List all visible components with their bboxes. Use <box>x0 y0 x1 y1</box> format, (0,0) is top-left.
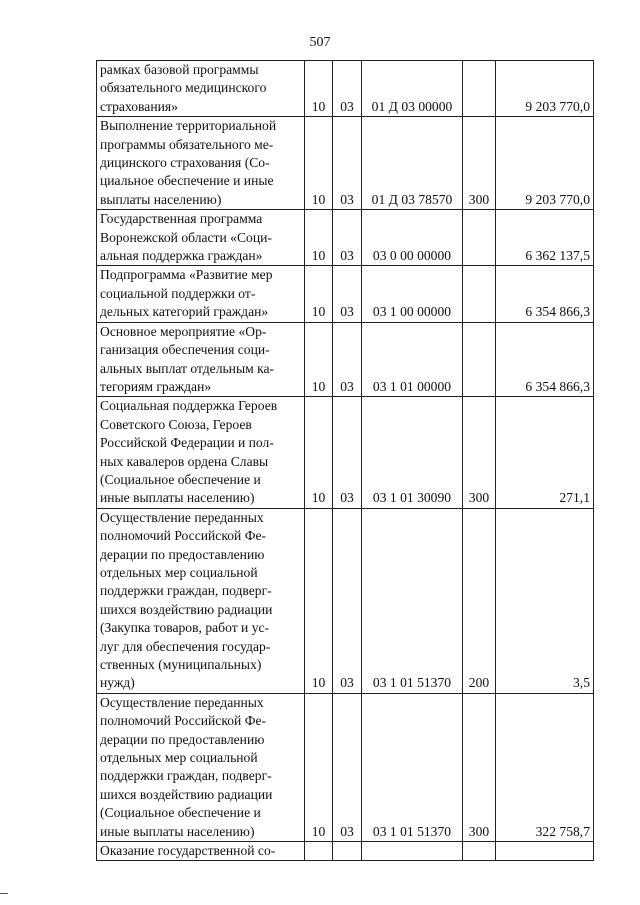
item-name-line: иные выплаты населению) <box>100 490 255 506</box>
expense-type-cell: 300 <box>463 693 496 841</box>
amount-cell: 9 203 770,0 <box>496 117 594 210</box>
item-name-line: ных кавалеров ордена Славы <box>100 453 269 469</box>
amount-cell: 9 203 770,0 <box>496 61 594 117</box>
item-name-cell <box>97 61 305 117</box>
target-article-cell: 03 1 01 51370 <box>362 693 463 841</box>
item-name-line: (Социальное обеспечение и <box>100 805 261 821</box>
amount-cell <box>496 842 594 861</box>
table-row <box>97 117 594 210</box>
target-article-cell: 03 1 01 30090 <box>362 397 463 508</box>
amount-cell: 6 362 137,5 <box>496 210 594 266</box>
target-article-cell: 03 0 00 00000 <box>362 210 463 266</box>
target-article-cell: 03 1 00 00000 <box>362 266 463 322</box>
item-name-line: рамках базовой программы <box>100 62 259 77</box>
item-name-cell <box>97 210 305 266</box>
item-name-line: (Социальное обеспечение и <box>100 471 261 487</box>
table-body <box>97 61 594 861</box>
item-name-line: Оказание государственной со- <box>100 843 276 859</box>
item-name-cell <box>97 693 305 841</box>
item-name-line: Подпрограмма «Развитие мер <box>100 267 273 283</box>
subsection-code-cell: 03 <box>333 117 362 210</box>
item-name-line: Выполнение территориальной <box>100 118 277 134</box>
target-article-cell: 03 1 01 51370 <box>362 508 463 693</box>
item-name-line: Осуществление переданных <box>100 694 264 710</box>
item-name-cell <box>97 266 305 322</box>
item-name-line: Социальная поддержка Героев <box>100 398 278 414</box>
table-row <box>97 508 594 693</box>
expense-type-cell <box>463 322 496 397</box>
item-name-line: полномочий Российской Фе- <box>100 528 267 544</box>
subsection-code-cell: 03 <box>333 210 362 266</box>
subsection-code-cell: 03 <box>333 61 362 117</box>
item-name-line: социальной поддержки от- <box>100 285 256 301</box>
item-name-line: ганизация обеспечения соци- <box>100 342 270 358</box>
amount-cell: 322 758,7 <box>496 693 594 841</box>
item-name-line: луг для обеспечения государ- <box>100 638 271 654</box>
expense-type-cell: 300 <box>463 397 496 508</box>
item-name-cell <box>97 397 305 508</box>
item-name-cell <box>97 842 305 861</box>
section-code-cell: 10 <box>305 693 333 841</box>
section-code-cell: 10 <box>305 210 333 266</box>
item-name-line: (Закупка товаров, работ и ус- <box>100 620 270 636</box>
item-name-line: Государственная программа <box>100 211 263 227</box>
item-name-line: отдельных мер социальной <box>100 564 258 580</box>
item-name-line: обязательного медицинского <box>100 80 267 96</box>
section-code-cell: 10 <box>305 61 333 117</box>
section-code-cell: 10 <box>305 322 333 397</box>
table-row <box>97 322 594 397</box>
item-name-line: иные выплаты населению) <box>100 823 255 839</box>
expense-type-cell <box>463 842 496 861</box>
item-name-line: поддержки граждан, подверг- <box>100 768 272 784</box>
subsection-code-cell: 03 <box>333 693 362 841</box>
margin-mark <box>0 893 8 894</box>
item-name-line: альных выплат отдельным ка- <box>100 360 275 376</box>
item-name-line: дицинского страхования (Со- <box>100 155 270 171</box>
table-row <box>97 397 594 508</box>
subsection-code-cell: 03 <box>333 322 362 397</box>
item-name-line: Основное мероприятие «Ор- <box>100 323 267 339</box>
subsection-code-cell: 03 <box>333 508 362 693</box>
item-name-line: тегориям граждан» <box>100 378 212 394</box>
expense-type-cell: 200 <box>463 508 496 693</box>
subsection-code-cell <box>333 842 362 861</box>
amount-cell: 271,1 <box>496 397 594 508</box>
item-name-line: Советского Союза, Героев <box>100 416 252 432</box>
item-name-line: Воронежской области «Соци- <box>100 229 272 245</box>
item-name-line: дельных категорий граждан» <box>100 304 269 320</box>
expense-type-cell <box>463 61 496 117</box>
page-number: 507 <box>309 35 331 50</box>
table-row <box>97 266 594 322</box>
section-code-cell: 10 <box>305 117 333 210</box>
table-row <box>97 210 594 266</box>
table-row <box>97 61 594 117</box>
section-code-cell: 10 <box>305 397 333 508</box>
item-name-line: программы обязательного ме- <box>100 136 274 152</box>
target-article-cell: 01 Д 03 00000 <box>362 61 463 117</box>
item-name-line: дерации по предоставлению <box>100 731 265 747</box>
item-name-line: шихся воздействию радиации <box>100 601 273 617</box>
expense-type-cell <box>463 266 496 322</box>
amount-cell: 6 354 866,3 <box>496 266 594 322</box>
item-name-line: страхования» <box>100 98 178 114</box>
budget-table <box>96 60 594 861</box>
item-name-cell <box>97 322 305 397</box>
target-article-cell <box>362 842 463 861</box>
item-name-cell <box>97 117 305 210</box>
item-name-line: отдельных мер социальной <box>100 750 258 766</box>
section-code-cell: 10 <box>305 508 333 693</box>
subsection-code-cell: 03 <box>333 397 362 508</box>
item-name-line: Российской Федерации и пол- <box>100 435 274 451</box>
item-name-line: выплаты населению) <box>100 191 222 207</box>
item-name-line: циальное обеспечение и иные <box>100 173 274 189</box>
expense-type-cell <box>463 210 496 266</box>
item-name-line: поддержки граждан, подверг- <box>100 583 272 599</box>
target-article-cell: 03 1 01 00000 <box>362 322 463 397</box>
section-code-cell <box>305 842 333 861</box>
section-code-cell: 10 <box>305 266 333 322</box>
item-name-line: альная поддержка граждан» <box>100 248 263 264</box>
item-name-line: Осуществление переданных <box>100 509 264 525</box>
item-name-line: дерации по предоставлению <box>100 546 265 562</box>
subsection-code-cell: 03 <box>333 266 362 322</box>
table-row <box>97 842 594 861</box>
expense-type-cell: 300 <box>463 117 496 210</box>
item-name-line: ственных (муниципальных) <box>100 657 262 672</box>
amount-cell: 3,5 <box>496 508 594 693</box>
amount-cell: 6 354 866,3 <box>496 322 594 397</box>
item-name-cell <box>97 508 305 693</box>
item-name-line: полномочий Российской Фе- <box>100 713 267 729</box>
item-name-line: нужд) <box>100 675 135 691</box>
table-row <box>97 693 594 841</box>
target-article-cell: 01 Д 03 78570 <box>362 117 463 210</box>
item-name-line: шихся воздействию радиации <box>100 786 273 802</box>
